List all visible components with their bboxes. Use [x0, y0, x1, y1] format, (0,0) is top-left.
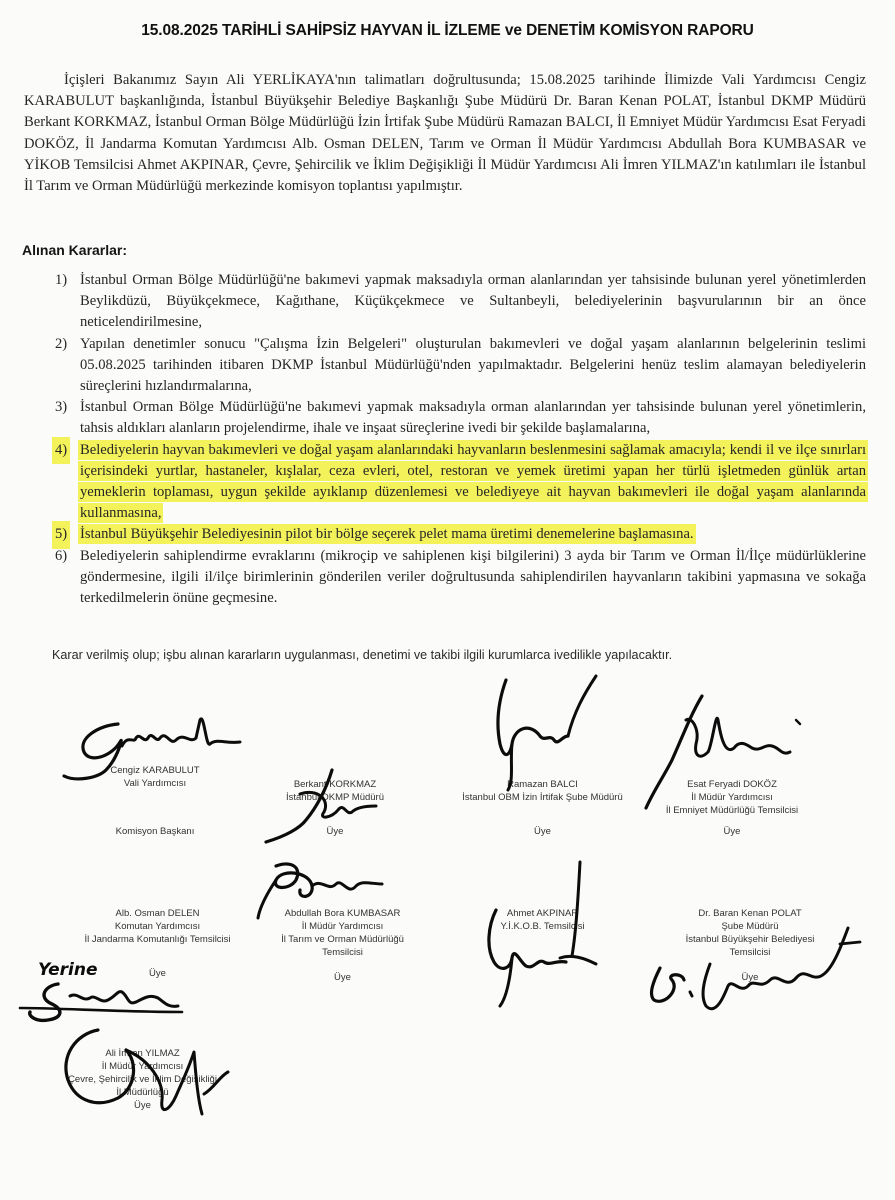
- signatory-name: Ahmet AKPINAR: [506, 908, 579, 919]
- signatory-title: İl Tarım ve Orman Müdürlüğü: [281, 934, 404, 945]
- signatory-name: Ali İmren YILMAZ: [105, 1048, 180, 1059]
- decision-text: İstanbul Orman Bölge Müdürlüğü'ne bakımevi yapmak maksadıyla orman alanlarından yer tahsisinde bulunan yerel yönetimlerden Beylikdüzü, Büyükçekmece, Kağıthane, Küçükçekmece ve Sultanbeyli, belediyelerinin başvurularının bir an önce neticelendirilmesine,: [80, 272, 866, 331]
- signatory-delen: [65, 907, 250, 946]
- signatory-akpinar: [460, 907, 625, 933]
- signatory-role: Üye: [741, 972, 759, 983]
- signatory-title: Temsilcisi: [322, 947, 363, 958]
- intro-paragraph: İçişleri Bakanımız Sayın Ali YERLİKAYA'nın talimatları doğrultusunda; 15.08.2025 tarihinde İlimizde Vali Yardımcısı Cengiz KARABULUT başkanlığında, İstanbul Büyükşehir Belediye Başkanlığı Şube Müdürü Dr. Baran Kenan POLAT, İstanbul DKMP Müdürü Berkant KORKMAZ, İstanbul Orman Bölge Müdürlüğü İzin İrtifak Şube Müdürü Ramazan BALCI, İl Emniyet Müdür Yardımcısı Esat Feryadi DOKÖZ, İl Jandarma Komutan Yardımcısı Alb. Osman DELEN, Tarım ve Orman İl Müdür Yardımcısı Abdullah Bora KUMBASAR ve YİKOB Temsilcisi Ahmet AKPINAR, Çevre, Şehircilik ve İklim Değişikliği İl Müdür Yardımcısı Ali İmren YILMAZ'ın katılımları ile İstanbul İl Tarım ve Orman Müdürlüğü merkezinde komisyon toplantısı yapılmıştır.: [24, 72, 866, 195]
- signatory-korkmaz: [250, 778, 420, 804]
- signatory-role: Üye: [149, 968, 166, 979]
- signatory-role: Üye: [134, 1100, 151, 1111]
- signatory-kumbasar: [255, 907, 430, 959]
- decision-text: Belediyelerin hayvan bakımevleri ve doğal yaşam alanlarındaki hayvanların beslenmesini sağlamak amacıyla; kendi il ve ilçe sınırları içerisindeki yurtlar, hastaneler, kışlalar, ceza evleri, otel, restoran ve yemek üretimi yapan her türlü işletmeden günlük artan yemeklerin toplaması, uygun şekilde ayıklanıp düzenlemesi ve belediyeye ait hayvan bakımevleri ile doğal yaşam alanlarında kullanmasına,: [80, 441, 866, 522]
- decision-item-1: [24, 270, 866, 334]
- signatory-title: Komutan Yardımcısı: [114, 921, 201, 932]
- signatory-name: Dr. Baran Kenan POLAT: [698, 908, 802, 919]
- signatory-title: İl Jandarma Komutanlığı Temsilcisi: [84, 934, 231, 945]
- signatory-name: Cengiz KARABULUT: [110, 765, 200, 776]
- signatory-name: Ramazan BALCI: [507, 779, 578, 790]
- signatory-name: Esat Feryadi DOKÖZ: [687, 779, 777, 790]
- signatory-title: Şube Müdürü: [721, 921, 779, 932]
- handwritten-note: Yerine: [38, 960, 98, 980]
- decision-text: İstanbul Orman Bölge Müdürlüğü'ne bakımevi yapmak maksadıyla orman alanlarından yer tahsisinde bulunan yerel yönetimlerin, tahsis aldıkları alanların projelendirme, ihale ve inşaat süreçlerine ivedi bir şekilde başlamalarına,: [80, 399, 866, 437]
- decisions-list: [24, 270, 866, 609]
- decision-text: Belediyelerin sahiplendirme evraklarını (mikroçip ve sahiplenen kişi bilgilerini) 3 ayda bir Tarım ve Orman İl/İlçe müdürlüklerine göndermesine, ilgili il/ilçe birimlerinin gönderilen veriler doğrultusunda sahiplendirilen hayvanların takibini yapmasına ve sokağa terkedilmelerin önüne geçmesine.: [80, 547, 866, 607]
- signatory-title: Temsilcisi: [729, 947, 771, 958]
- decision-item-4-highlighted: [24, 440, 866, 525]
- signatory-title: İl Müdür Yardımcısı: [691, 792, 773, 803]
- signatory-name: Berkant KORKMAZ: [293, 779, 377, 790]
- signatory-yilmaz: [55, 1047, 230, 1112]
- decision-number: 6): [55, 547, 68, 564]
- signatory-role: Üye: [723, 826, 741, 837]
- signatory-karabulut: [70, 764, 240, 790]
- signatory-role: Komisyon Başkanı: [115, 826, 195, 837]
- signatory-title: Vali Yardımcısı: [123, 778, 187, 789]
- decision-number: 3): [55, 399, 68, 416]
- signatory-title: İl Emniyet Müdürlüğü Temsilcisi: [665, 805, 799, 816]
- decision-item-6: [24, 546, 866, 610]
- signatory-name: Abdullah Bora KUMBASAR: [284, 908, 401, 919]
- closing-statement: Karar verilmiş olup; işbu alınan kararların uygulanması, denetimi ve takibi ilgili kurumlarca ivedilikle yapılacaktır.: [52, 648, 673, 662]
- signatory-role: Üye: [334, 972, 351, 983]
- decision-text: Yapılan denetimler sonucu "Çalışma İzin Belgeleri" oluşturulan bakımevleri ve doğal yaşam alanlarının belgelerinin teslimi 05.08.2025 tarihinden itibaren DKMP İstanbul Müdürlüğü'nden yapılmaktadır. Belgelerini henüz teslim alamayan belediyelerin süreçlerini hızlandırmalarına,: [80, 335, 866, 395]
- signatory-title: İl Müdürlüğü: [116, 1087, 169, 1098]
- signatory-title: İstanbul DKMP Müdürü: [285, 792, 385, 803]
- signatory-name: Alb. Osman DELEN: [115, 908, 200, 919]
- signatory-role: Üye: [326, 826, 344, 837]
- decision-text: İstanbul Büyükşehir Belediyesinin pilot bir bölge seçerek pelet mama üretimi denemelerine başlamasına.: [80, 526, 694, 543]
- decision-number: 4): [55, 440, 67, 461]
- decision-number: 5): [55, 524, 67, 545]
- decision-number: 1): [55, 272, 68, 288]
- signatory-title: Çevre, Şehircilik ve İklim Değişikliği: [68, 1074, 217, 1085]
- signatory-title: Y.İ.K.O.B. Temsilcisi: [500, 921, 585, 932]
- signature-balci: [498, 676, 596, 790]
- signatory-title: İstanbul OBM İzin İrtifak Şube Müdürü: [462, 792, 623, 803]
- document-title: 15.08.2025 TARİHLİ SAHİPSİZ HAYVAN İL İZLEME ve DENETİM KOMİSYON RAPORU: [141, 22, 754, 39]
- signatory-dokoz: [632, 778, 832, 817]
- signatory-title: İstanbul Büyükşehir Belediyesi: [685, 934, 815, 945]
- decisions-heading: Alınan Kararlar:: [22, 242, 128, 258]
- decision-item-3: [24, 397, 866, 439]
- signatory-title: İl Müdür Yardımcısı: [101, 1061, 184, 1072]
- decision-item-2: [24, 334, 866, 398]
- signatory-title: İl Müdür Yardımcısı: [301, 921, 384, 932]
- signatory-polat: [655, 907, 845, 959]
- decision-number: 2): [55, 335, 68, 352]
- decision-item-5-highlighted: [24, 524, 866, 545]
- signatory-role: Üye: [534, 826, 551, 837]
- signatory-balci: [445, 778, 640, 804]
- signature-akpinar: [489, 862, 596, 1006]
